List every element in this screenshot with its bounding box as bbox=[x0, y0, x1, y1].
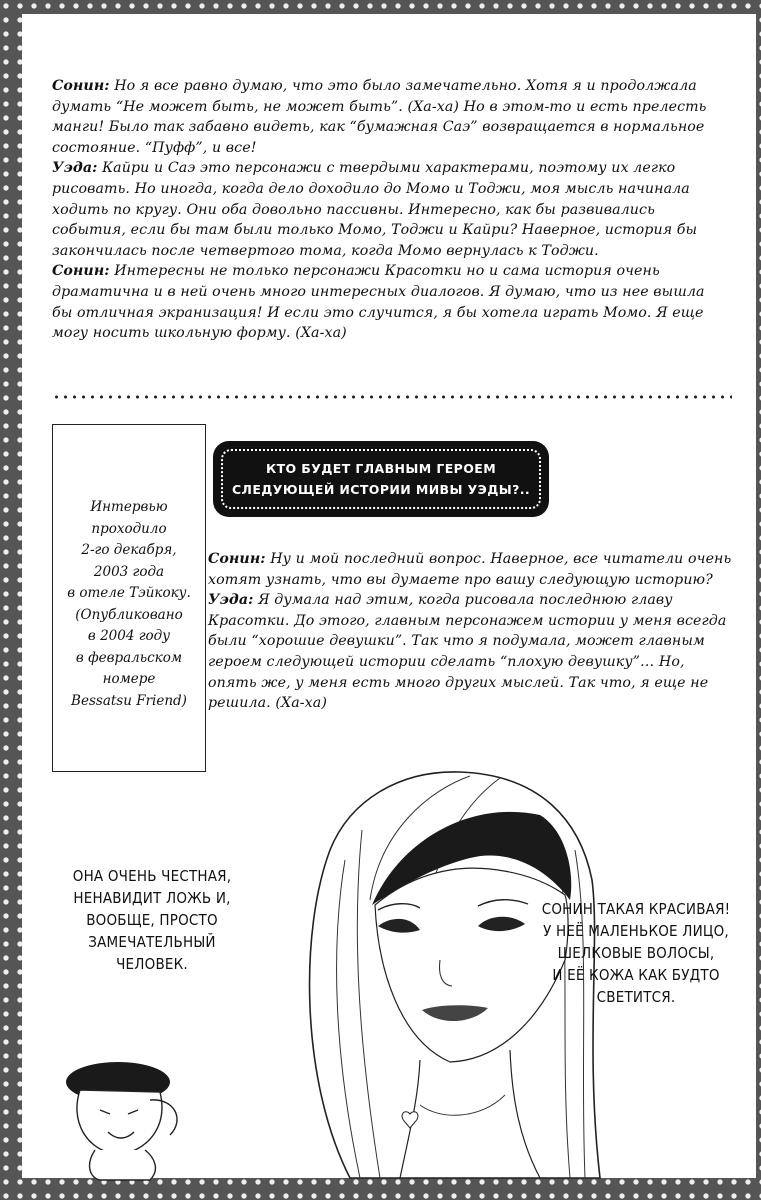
info-line: номере bbox=[102, 671, 156, 687]
banner-line-2: СЛЕДУЮЩЕЙ ИСТОРИИ МИВЫ УЭДЫ?.. bbox=[231, 482, 531, 497]
chibi-body bbox=[90, 1150, 156, 1180]
info-line: 2003 года bbox=[93, 563, 165, 580]
speaker-label: Уэда: bbox=[208, 592, 254, 609]
info-line: (Опубликовано bbox=[75, 606, 183, 623]
info-line: Bessatsu Friend) bbox=[71, 692, 187, 709]
speech-bubble-left bbox=[52, 865, 252, 975]
speaker-label: Уэда: bbox=[52, 160, 98, 177]
bubble-line: ЗАМЕЧАТЕЛЬНЫЙ bbox=[88, 933, 216, 951]
bubble-line: ЧЕЛОВЕК. bbox=[116, 955, 188, 973]
bubble-line: НЕНАВИДИТ ЛОЖЬ И, bbox=[73, 889, 231, 907]
bubble-line: У НЕЁ МАЛЕНЬКОЕ ЛИЦО, bbox=[543, 922, 729, 940]
info-line: 2-го декабря, bbox=[81, 542, 177, 558]
speaker-label: Сонин: bbox=[52, 263, 110, 280]
chibi-head bbox=[77, 1090, 162, 1155]
banner-line-1: КТО БУДЕТ ГЛАВНЫМ ГЕРОЕМ bbox=[265, 461, 497, 476]
info-line: в 2004 году bbox=[87, 628, 171, 644]
info-line: в отеле Тэйкоку. bbox=[67, 585, 191, 601]
bubble-line: ШЕЛКОВЫЕ ВОЛОСЫ, bbox=[557, 944, 715, 962]
bubble-line: ОНА ОЧЕНЬ ЧЕСТНАЯ, bbox=[72, 867, 232, 885]
paragraph-text: Кайри и Саэ это персонажи с твердыми характерами, поэтому их легко рисовать. Но иногда, когда дело доходило до Момо и Тоджи, моя мысль начинала ходить по кругу. Они оба довольно пассивны. Интересно, как бы развивались события, если бы там были только Момо, Тоджи и Кайри? Наверное, история бы закончилась после четвертого тома, когда Момо вернулась к Тоджи. bbox=[52, 160, 698, 259]
bubble-line: СВЕТИТСЯ. bbox=[596, 988, 676, 1006]
bubble-line: ВООБЩЕ, ПРОСТО bbox=[86, 911, 218, 929]
bubble-line: И ЕЁ КОЖА КАК БУДТО bbox=[552, 966, 720, 984]
info-line: в февральском bbox=[75, 649, 183, 666]
paragraph-text: Интересны не только персонажи Красотки но и сама история очень драматична и в ней очень много интересных диалогов. Я думаю, что из нее вышла бы отличная экранизация! И если это случится, я бы хотела играть Момо. Я еще могу носить школьную форму. (Ха-ха) bbox=[52, 263, 705, 342]
info-line: Интервью bbox=[90, 499, 168, 515]
speaker-label: Сонин: bbox=[208, 551, 266, 567]
speech-bubble-right bbox=[520, 898, 752, 1008]
paragraph-text: Я думала над этим, когда рисовала последнюю главу Красотки. До этого, главным персонажем истории у меня всегда были “хорошие девушки”. Так что я подумала, может главным героем следующей истории сделать “плохую девушку”… Но, опять же, у меня есть много других мыслей. Так что, я еще не решила. (Ха-ха) bbox=[208, 592, 727, 712]
speaker-label: Сонин: bbox=[52, 78, 110, 94]
info-line: проходило bbox=[91, 520, 167, 537]
bubble-line: СОНИН ТАКАЯ КРАСИВАЯ! bbox=[541, 900, 731, 918]
paragraph-text: Но я все равно думаю, что это было замечательно. Хотя я и продолжала думать “Не может быть, не может быть”. (Ха-ха) Но в этом-то и есть прелесть манги! Было так забавно видеть, как “бумажная Саэ” возвращается в нормальное состояние. “Пуфф”, и все! bbox=[52, 78, 707, 156]
paragraph-text: Ну и мой последний вопрос. Наверное, все читатели очень хотят узнать, что вы думаете про вашу следующую историю? bbox=[208, 551, 732, 588]
